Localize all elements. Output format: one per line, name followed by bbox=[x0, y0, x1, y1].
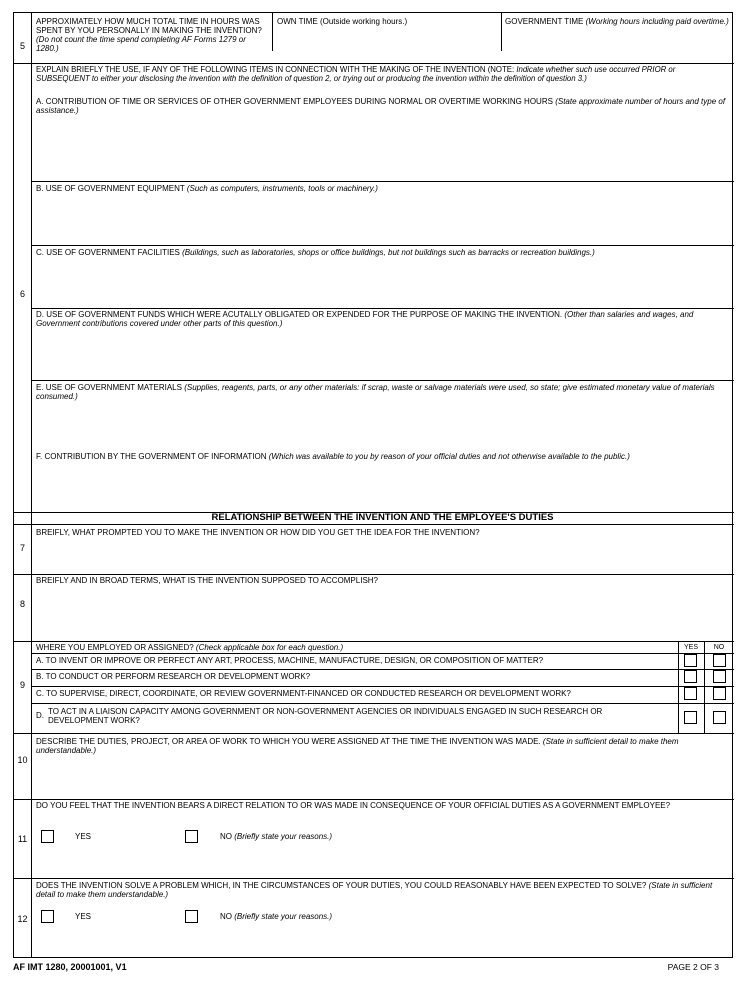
form-id: AF IMT 1280, 20001001, V1 bbox=[13, 962, 127, 972]
section-heading: RELATIONSHIP BETWEEN THE INVENTION AND THE EMPLOYEE'S DUTIES bbox=[211, 512, 554, 523]
q12-question: DOES THE INVENTION SOLVE A PROBLEM WHICH, IN THE CIRCUMSTANCES OF YOUR DUTIES, YOU COULD REASONABLY HAVE BEEN EXPECTED TO SOLVE? (State in sufficient detail to make them understandable.) bbox=[36, 881, 713, 899]
q8-question[interactable]: BREIFLY AND IN BROAD TERMS, WHAT IS THE INVENTION SUPPOSED TO ACCOMPLISH? bbox=[36, 576, 378, 585]
q9-b-no-checkbox[interactable] bbox=[713, 670, 726, 683]
q11-yes-label: YES bbox=[75, 832, 92, 841]
q6-b[interactable]: B. USE OF GOVERNMENT EQUIPMENT (Such as computers, instruments, tools or machinery.) bbox=[36, 184, 378, 193]
q10-question[interactable]: DESCRIBE THE DUTIES, PROJECT, OR AREA OF WORK TO WHICH YOU WERE ASSIGNED AT THE TIME THE INVENTION WAS MADE. (State in sufficient detail to make them understandable.) bbox=[36, 737, 679, 755]
form-page bbox=[13, 12, 733, 958]
q9-a-yes-checkbox[interactable] bbox=[684, 654, 697, 667]
q9-no-header: NO bbox=[713, 644, 725, 651]
q9-d-no-checkbox[interactable] bbox=[713, 711, 726, 724]
q6-e[interactable]: E. USE OF GOVERNMENT MATERIALS (Supplies, reagents, parts, or any other materials: if scrap, waste or salvage materials were used, so state; give estimated monetary value of materials consumed.) bbox=[36, 383, 715, 401]
q11-yes-checkbox[interactable] bbox=[41, 830, 54, 843]
q5-own-time[interactable]: OWN TIME (Outside working hours.) bbox=[277, 17, 408, 26]
q10-number: 10 bbox=[17, 755, 28, 765]
number-column-divider bbox=[31, 13, 32, 957]
q9-number: 9 bbox=[19, 680, 25, 690]
q12-no-checkbox[interactable] bbox=[185, 910, 198, 923]
q9-c-yes-checkbox[interactable] bbox=[684, 687, 697, 700]
q9-intro: WHERE YOU EMPLOYED OR ASSIGNED? (Check applicable box for each question.) bbox=[36, 643, 344, 652]
q7-question[interactable]: BREIFLY, WHAT PROMPTED YOU TO MAKE THE INVENTION OR HOW DID YOU GET THE IDEA FOR THE INVENTION? bbox=[36, 528, 480, 537]
q12-yes-label: YES bbox=[75, 912, 92, 921]
q9-c: C. TO SUPERVISE, DIRECT, COORDINATE, OR REVIEW GOVERNMENT-FINANCED OR CONDUCTED RESEARCH OR DEVELOPMENT WORK? bbox=[36, 689, 571, 698]
q9-d: TO ACT IN A LIAISON CAPACITY AMONG GOVERNMENT OR NON-GOVERNMENT AGENCIES OR INDIVIDUALS ENGAGED IN SUCH RESEARCH OR DEVELOPMENT WORK? bbox=[48, 707, 603, 725]
q9-b: B. TO CONDUCT OR PERFORM RESEARCH OR DEVELOPMENT WORK? bbox=[36, 672, 311, 681]
q5-government-time[interactable]: GOVERNMENT TIME (Working hours including paid overtime.) bbox=[505, 17, 729, 26]
q12-number: 12 bbox=[17, 914, 28, 924]
q12-no-label: NO (Briefly state your reasons.) bbox=[220, 912, 333, 921]
q7-number: 7 bbox=[19, 543, 25, 553]
q11-no-checkbox[interactable] bbox=[185, 830, 198, 843]
q6-intro: EXPLAIN BRIEFLY THE USE, IF ANY OF THE FOLLOWING ITEMS IN CONNECTION WITH THE MAKING OF THE INVENTION (NOTE: Indicate whether such use occurred PRIOR or SUBSEQUENT to either your disclosing the invention with the definition of question 2, or trying out or producing the invention within the definition of question 3.) bbox=[36, 65, 676, 83]
q8-number: 8 bbox=[19, 599, 25, 609]
q9-yes-header: YES bbox=[683, 644, 698, 651]
q6-f[interactable]: F. CONTRIBUTION BY THE GOVERNMENT OF INFORMATION (Which was available to you by reason of your official duties and not otherwise available to the public.) bbox=[36, 452, 630, 461]
page-number: PAGE 2 OF 3 bbox=[667, 962, 719, 972]
q9-c-no-checkbox[interactable] bbox=[713, 687, 726, 700]
q11-number: 11 bbox=[17, 834, 28, 844]
q11-question: DO YOU FEEL THAT THE INVENTION BEARS A DIRECT RELATION TO OR WAS MADE IN CONSEQUENCE OF YOUR OFFICIAL DUTIES AS A GOVERNMENT EMPLOYEE? bbox=[36, 801, 671, 810]
q6-number: 6 bbox=[19, 289, 25, 299]
q9-a-no-checkbox[interactable] bbox=[713, 654, 726, 667]
q9-a: A. TO INVENT OR IMPROVE OR PERFECT ANY ART, PROCESS, MACHINE, MANUFACTURE, DESIGN, OR COMPOSITION OF MATTER? bbox=[36, 656, 544, 665]
q9-b-yes-checkbox[interactable] bbox=[684, 670, 697, 683]
q6-a[interactable]: A. CONTRIBUTION OF TIME OR SERVICES OF OTHER GOVERNMENT EMPLOYEES DURING NORMAL OR OVERTIME WORKING HOURS (State approximate number of hours and type of assistance.) bbox=[36, 97, 726, 115]
q12-yes-checkbox[interactable] bbox=[41, 910, 54, 923]
q5-number: 5 bbox=[19, 41, 25, 51]
q11-no-label: NO (Briefly state your reasons.) bbox=[220, 832, 333, 841]
q5-question: APPROXIMATELY HOW MUCH TOTAL TIME IN HOURS WAS SPENT BY YOU PERSONALLY IN MAKING THE INVENTION? (Do not count the time spend completing AF Forms 1279 or 1280.) bbox=[36, 17, 262, 53]
q6-d[interactable]: D. USE OF GOVERNMENT FUNDS WHICH WERE ACUTALLY OBLIGATED OR EXPENDED FOR THE PURPOSE OF MAKING THE INVENTION. (Other than salaries and wages, and Government contributions covered under other parts of this question.) bbox=[36, 310, 694, 328]
q6-c[interactable]: C. USE OF GOVERNMENT FACILITIES (Buildings, such as laboratories, shops or office buildings, but not buildings such as barracks or recreation buildings.) bbox=[36, 248, 595, 257]
q9-d-yes-checkbox[interactable] bbox=[684, 711, 697, 724]
q9-d-letter: D. bbox=[36, 711, 44, 720]
